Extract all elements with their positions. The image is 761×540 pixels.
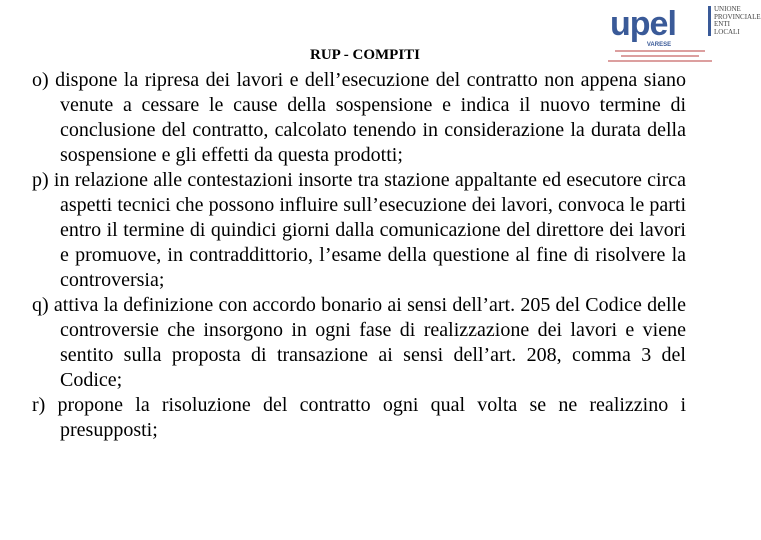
logo-subtitle: [714, 6, 761, 36]
logo-divider: [708, 6, 711, 36]
task-item-r: r) propone la risoluzione del contratto ogni qual volta se ne realizzino i presupposti;: [32, 394, 686, 441]
logo-line: UNIONE: [714, 5, 741, 13]
logo-line: ENTI: [714, 20, 730, 29]
task-list: [32, 68, 686, 443]
task-item-q: q) attiva la definizione con accordo bonario ai sensi dell’art. 205 del Codice delle controversie che insorgono in ogni fase di realizzazione dei lavori e viene sentito sulla proposta di transazione ai sensi dell’art. 208, comma 3 del Codice;: [32, 294, 686, 391]
logo-line: LOCALI: [714, 27, 740, 36]
logo-wordmark: upel: [610, 5, 676, 43]
task-item-o: o) dispone la ripresa dei lavori e dell’esecuzione del contratto non appena siano venute a cessare le cause della sospensione e indica il nuovo termine di conclusione del contratto, calcolato tenendo in considerazione la durata della sospensione e gli effetti da questa prodotti;: [32, 69, 686, 166]
logo-region: VARESE: [646, 42, 672, 48]
task-item-p: p) in relazione alle contestazioni insorte tra stazione appaltante ed esecutore circa aspetti tecnici che possono influire sull’esecuzione dei lavori, convoca le parti entro il termine di quindici giorni dalla comunicazione del direttore dei lavori e promuove, in contraddittorio, l’esame della questione al fine di risolvere la controversia;: [32, 169, 686, 291]
logo-line: PROVINCIALE: [714, 12, 761, 21]
slide-title: RUP - COMPITI: [310, 47, 420, 63]
